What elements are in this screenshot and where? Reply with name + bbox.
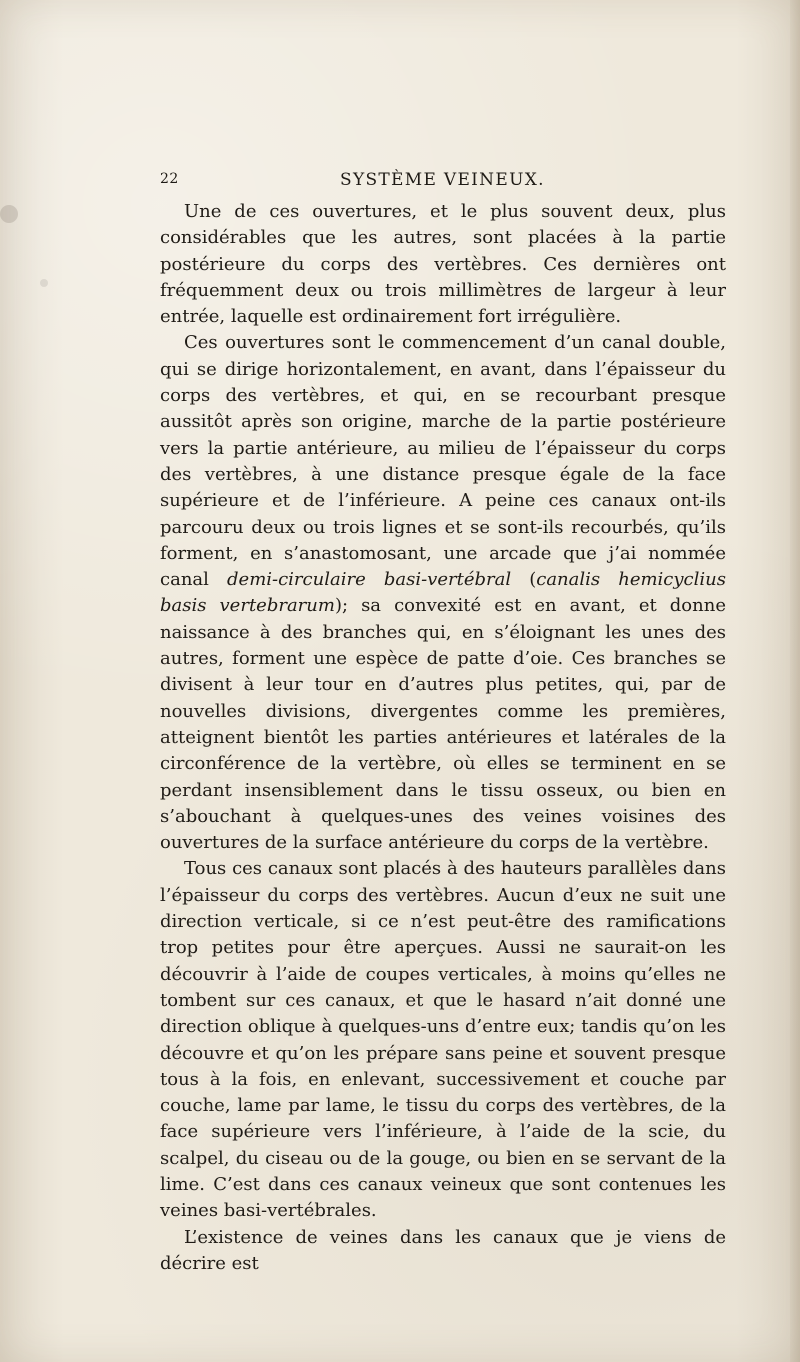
- page-number: 22: [160, 171, 179, 187]
- paper-stain: [40, 279, 48, 287]
- paragraph-2-text-2: (: [511, 569, 537, 591]
- running-title: SYSTÈME VEINEUX.: [340, 170, 545, 190]
- paragraph-1: Une de ces ouvertures, et le plus souvent deux, plus considérables que les autres, sont placées à la partie postérieure du corps des vertèbres. Ces dernières ont fréquemment deux ou trois millimètres de largeur à leur entrée, laquelle est ordinairement fort irrégulière.: [160, 201, 726, 328]
- body-text: [160, 199, 726, 1277]
- paragraph-4: L’existence de veines dans les canaux que je viens de décrire est: [160, 1226, 726, 1274]
- running-head: [160, 171, 724, 195]
- paragraph-2-italic-1: demi-circulaire basi-vertébral: [227, 569, 512, 591]
- paragraph-2-italic-2: canalis hemicyclius basis vertebrarum: [160, 569, 726, 617]
- paragraph-2-text-1: Ces ouvertures sont le commencement d’un canal double, qui se dirige horizontalement, en avant, dans l’épaisseur du corps des vertèbres, et qui, en se recourbant presque aussitôt après son origine, marche de la partie postérieure vers la partie antérieure, au milieu de l’épaisseur du corps des vertèbres, à une distance presque égale de la face supérieure et de l’inférieure. A peine ces canaux ont-ils parcouru deux ou trois lignes et se sont-ils recourbés, qu’ils forment, en s’anastomosant, une arcade que j’ai nommée canal: [160, 332, 726, 591]
- paper-stain: [0, 205, 18, 223]
- paragraph-2-text-3: ); sa convexité est en avant, et donne naissance à des branches qui, en s’éloignant les unes des autres, forment une espèce de patte d’oie. Ces branches se divisent à leur tour en d’autres plus petites, qui, par de nouvelles divisions, divergentes comme les premières, atteignent bientôt les parties antérieures et latérales de la circonférence de la vertèbre, où elles se terminent en se perdant insensiblement dans le tissu osseux, ou bien en s’abouchant à quelques-unes des veines voisines des ouvertures de la surface antérieure du corps de la vertèbre.: [160, 595, 726, 854]
- paragraph-2: [160, 330, 726, 856]
- paragraph-3: Tous ces canaux sont placés à des hauteurs parallèles dans l’épaisseur du corps des vertèbres. Aucun d’eux ne suit une direction verticale, si ce n’est peut-être des ramifications trop petites pour être aperçues. Aussi ne saurait-on les découvrir à l’aide de coupes verticales, à moins qu’elles ne tombent sur ces canaux, et que le hasard n’ait donné une direction oblique à quelques-uns d’entre eux; tandis qu’on les découvre et qu’on les prépare sans peine et souvent presque tous à la fois, en enlevant, successivement et couche par couche, lame par lame, le tissu du corps des vertèbres, de la face supérieure vers l’inférieure, à l’aide de la scie, du scalpel, du ciseau ou de la gouge, ou bien en se servant de la lime. C’est dans ces canaux veineux que sont contenues les veines basi-vertébrales.: [160, 858, 726, 1222]
- page-edge: [790, 0, 800, 1362]
